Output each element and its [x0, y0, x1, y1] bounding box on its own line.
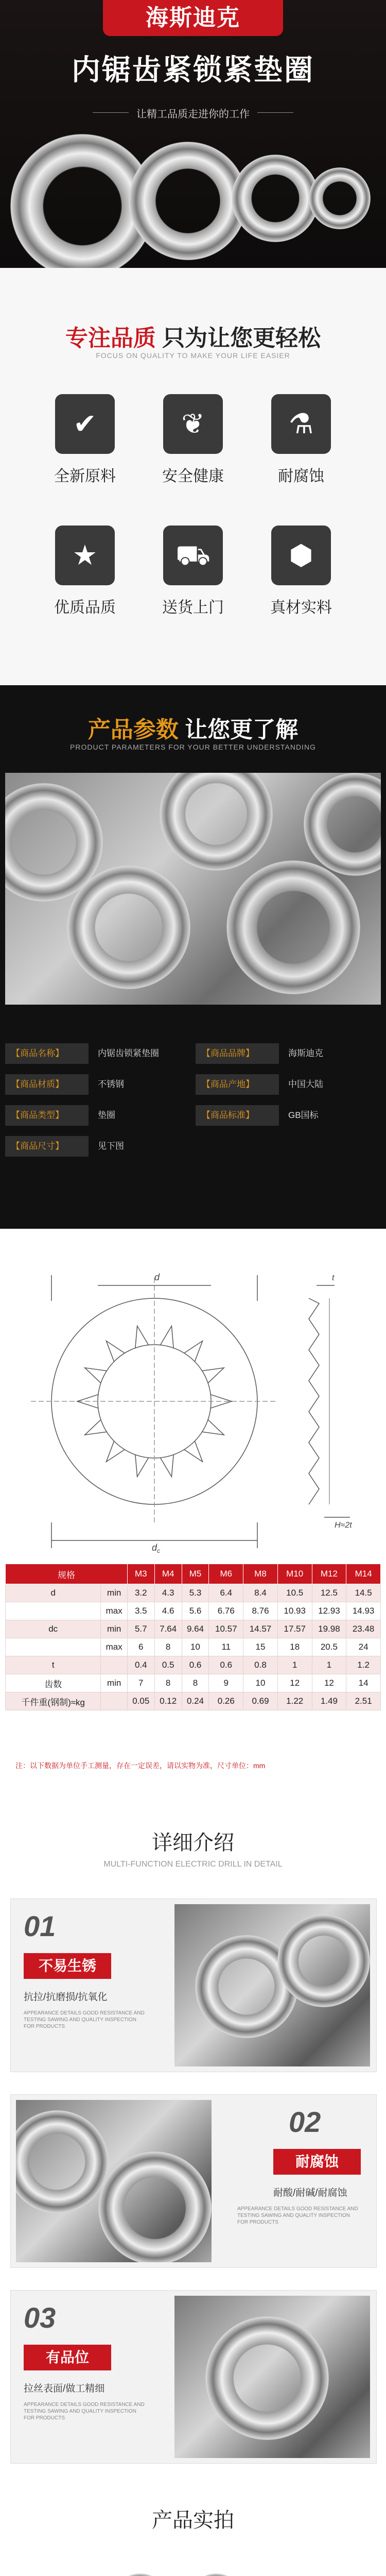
table-cell: 10.5: [277, 1584, 312, 1602]
detail-title-en: MULTI-FUNCTION ELECTRIC DRILL IN DETAIL: [103, 1860, 283, 1869]
table-header-row: [6, 1564, 381, 1584]
table-cell: 8.76: [243, 1602, 278, 1620]
table-header-cell: M4: [154, 1564, 182, 1584]
washer-image: [304, 773, 381, 876]
spec-value: 内锯齿锁紧垫圈: [98, 1048, 159, 1058]
features-heading-accent: 专注品质: [65, 326, 156, 351]
feature-item: [154, 394, 232, 486]
table-cell: min: [101, 1674, 127, 1692]
hero-subtitle: 让精工品质走进你的工作: [136, 109, 250, 120]
washer-image: [277, 1914, 370, 2007]
table-cell: 10.57: [209, 1620, 243, 1638]
detail-title: 详细介绍: [152, 1832, 234, 1854]
tooth-shape: [184, 1341, 203, 1362]
table-cell: 0.05: [127, 1692, 154, 1710]
table-cell: [101, 1656, 127, 1674]
table-cell: 6.76: [209, 1602, 243, 1620]
spec-value: GB国标: [288, 1110, 319, 1120]
table-cell: 1: [312, 1656, 346, 1674]
table-cell: 4.3: [154, 1584, 182, 1602]
label-h: H≈2t: [335, 1521, 352, 1530]
table-cell: 4.6: [154, 1602, 182, 1620]
size-table: [5, 1564, 381, 1710]
feature-label: 耐腐蚀: [278, 468, 324, 485]
spec-key: 【商品标准】: [196, 1105, 279, 1126]
detail-photo: [174, 1904, 370, 2066]
card-subtitle: 拉丝表面/做工精细: [24, 2383, 105, 2394]
table-cell: 19.98: [312, 1620, 346, 1638]
detail-section: [0, 1806, 386, 2491]
washer-image: [188, 2573, 244, 2576]
params-section: [0, 685, 386, 1229]
card-number: 02: [289, 2106, 321, 2138]
table-cell: [101, 1692, 127, 1710]
truck-icon: ⛟: [163, 526, 223, 585]
table-cell: 15: [243, 1638, 278, 1656]
washer-image: [67, 866, 190, 989]
spec-key: 【商品尺寸】: [5, 1136, 89, 1157]
washer-image: [232, 155, 319, 242]
table-cell: dc: [6, 1620, 101, 1638]
table-body: [6, 1584, 381, 1710]
table-cell: [6, 1602, 101, 1620]
feature-item: [46, 394, 124, 486]
divider-right: [257, 112, 293, 113]
table-cell: min: [101, 1620, 127, 1638]
params-heading-en: PRODUCT PARAMETERS FOR YOUR BETTER UNDERSTANDING: [70, 743, 316, 751]
table-cell: 0.12: [154, 1692, 182, 1710]
features-heading-en: FOCUS ON QUALITY TO MAKE YOUR LIFE EASIER: [96, 351, 290, 360]
feature-item: [46, 526, 124, 617]
table-cell: 0.5: [154, 1656, 182, 1674]
tooth-shape: [202, 1420, 224, 1435]
table-cell: 7: [127, 1674, 154, 1692]
washer-image: [205, 2316, 329, 2440]
card-small-text: APPEARANCE DETAILS GOOD RESISTANCE AND TESTING SAWING AND QUALITY INSPECTION FOR PRODUCTS: [237, 2206, 358, 2225]
table-cell: 0.6: [209, 1656, 243, 1674]
table-cell: 12: [277, 1674, 312, 1692]
card-small-text: APPEARANCE DETAILS GOOD RESISTANCE AND TESTING SAWING AND QUALITY INSPECTION FOR PRODUCTS: [24, 2010, 145, 2029]
table-cell: 6.4: [209, 1584, 243, 1602]
card-tag: 有品位: [24, 2345, 111, 2370]
table-cell: 0.24: [182, 1692, 209, 1710]
table-cell: 3.5: [127, 1602, 154, 1620]
tooth-shape: [106, 1341, 125, 1362]
table-row: [6, 1656, 381, 1674]
table-cell: 18: [277, 1638, 312, 1656]
table-cell: 14.5: [346, 1584, 381, 1602]
feature-label: 全新原料: [54, 468, 116, 485]
table-row: [6, 1584, 381, 1602]
table-cell: 1.22: [277, 1692, 312, 1710]
table-note: 注：以下数据为单位手工测量，存在一定误差，请以实物为准，尺寸单位：mm: [15, 1761, 266, 1770]
table-cell: 0.6: [182, 1656, 209, 1674]
table-header-cell: M12: [312, 1564, 346, 1584]
table-row: [6, 1692, 381, 1710]
table-cell: 14: [346, 1674, 381, 1692]
table-cell: max: [101, 1602, 127, 1620]
feature-label: 真材实料: [270, 599, 332, 616]
table-cell: max: [101, 1638, 127, 1656]
size-table-section: [0, 1564, 386, 1806]
spec-key: 【商品品牌】: [196, 1043, 279, 1064]
shield-check-icon: ✔: [55, 394, 115, 454]
params-heading-accent: 产品参数: [87, 717, 179, 742]
table-header-cell: M3: [127, 1564, 154, 1584]
features-heading-text: 只为让您更轻松: [162, 326, 321, 351]
card-number: 01: [24, 1910, 56, 1942]
tooth-shape: [106, 1441, 125, 1462]
spec-key: 【商品材质】: [5, 1074, 89, 1095]
spec-key: 【商品类型】: [5, 1105, 89, 1126]
label-t: t: [332, 1274, 335, 1282]
real-title: 产品实拍: [152, 2509, 234, 2532]
hero-title: 内锯齿紧锁紧垫圈: [72, 54, 314, 86]
product-photo: [5, 773, 381, 1005]
table-cell: 10: [182, 1638, 209, 1656]
card-tag: 耐腐蚀: [273, 2149, 361, 2175]
table-cell: 8: [182, 1674, 209, 1692]
tooth-shape: [202, 1368, 224, 1383]
table-cell: 千件重(钢制)≈kg: [6, 1692, 101, 1710]
detail-card: [10, 1899, 377, 2072]
table-cell: [6, 1638, 101, 1656]
table-header-cell: M8: [243, 1564, 278, 1584]
table-cell: 12: [312, 1674, 346, 1692]
table-cell: 2.51: [346, 1692, 381, 1710]
spec-value: 中国大陆: [288, 1079, 323, 1089]
table-cell: t: [6, 1656, 101, 1674]
washer-image: [129, 142, 247, 260]
washer-image: [16, 2110, 109, 2213]
table-cell: 1.2: [346, 1656, 381, 1674]
table-cell: 11: [209, 1638, 243, 1656]
tooth-shape: [135, 1455, 149, 1477]
spec-key: 【商品产地】: [196, 1074, 279, 1095]
card-subtitle: 耐酸/耐碱/耐腐蚀: [273, 2188, 347, 2198]
table-cell: 齿数: [6, 1674, 101, 1692]
tooth-shape: [85, 1420, 107, 1435]
tooth-shape: [135, 1326, 149, 1348]
tooth-shape: [85, 1368, 107, 1383]
table-cell: 10.93: [277, 1602, 312, 1620]
table-header-cell: M10: [277, 1564, 312, 1584]
table-cell: 0.4: [127, 1656, 154, 1674]
table-header-cell: M14: [346, 1564, 381, 1584]
washer-image: [160, 773, 273, 871]
table-cell: 5.3: [182, 1584, 209, 1602]
tooth-shape: [160, 1326, 173, 1348]
table-row: [6, 1602, 381, 1620]
table-cell: 0.69: [243, 1692, 278, 1710]
card-number: 03: [24, 2301, 56, 2334]
table-cell: 1.49: [312, 1692, 346, 1710]
washer-image: [309, 167, 371, 229]
table-cell: 12.93: [312, 1602, 346, 1620]
washer-image: [98, 2151, 212, 2262]
table-cell: 3.2: [127, 1584, 154, 1602]
tooth-shape: [160, 1455, 173, 1477]
table-cell: 5.6: [182, 1602, 209, 1620]
table-cell: 10: [243, 1674, 278, 1692]
table-cell: 20.5: [312, 1638, 346, 1656]
features-heading: [0, 319, 386, 352]
card-tag: 不易生锈: [24, 1953, 111, 1979]
spec-key: 【商品名称】: [5, 1043, 89, 1064]
table-cell: 7.64: [154, 1620, 182, 1638]
feature-label: 优质品质: [54, 599, 116, 616]
label-d: d: [154, 1272, 160, 1282]
washer-image: [111, 2573, 170, 2576]
spec-value: 不锈钢: [98, 1079, 124, 1089]
technical-drawing: [0, 1229, 386, 1564]
tooth-shape: [184, 1441, 203, 1462]
table-cell: 9: [209, 1674, 243, 1692]
detail-card: [10, 2094, 377, 2268]
detail-photo: [174, 2296, 370, 2458]
params-heading-text: 让您更了解: [185, 717, 299, 742]
leaf-icon: ❦: [163, 394, 223, 454]
table-cell: 12.5: [312, 1584, 346, 1602]
detail-card: [10, 2290, 377, 2464]
table-cell: 0.26: [209, 1692, 243, 1710]
detail-photo: [16, 2100, 212, 2262]
table-cell: 8: [154, 1674, 182, 1692]
table-cell: 17.57: [277, 1620, 312, 1638]
label-dc: $d_c$: [152, 1543, 161, 1554]
feature-label: 送货上门: [162, 599, 224, 616]
washer-drawing: [0, 1229, 386, 1564]
spec-value: 见下图: [98, 1141, 124, 1151]
table-cell: 14.93: [346, 1602, 381, 1620]
feature-item: [262, 394, 340, 486]
table-cell: min: [101, 1584, 127, 1602]
table-row: [6, 1638, 381, 1656]
table-cell: 24: [346, 1638, 381, 1656]
droplet-icon: ⚗: [271, 394, 331, 454]
card-subtitle: 抗拉/抗磨损/抗氧化: [24, 1992, 108, 2003]
spec-value: 垫圈: [98, 1110, 115, 1120]
feature-label: 安全健康: [162, 468, 224, 485]
table-cell: 8.4: [243, 1584, 278, 1602]
table-cell: 0.8: [243, 1656, 278, 1674]
table-cell: 14.57: [243, 1620, 278, 1638]
table-header-cell: 规格: [6, 1564, 128, 1584]
table-cell: 6: [127, 1638, 154, 1656]
table-cell: 23.48: [346, 1620, 381, 1638]
table-cell: 9.64: [182, 1620, 209, 1638]
feature-item: [154, 526, 232, 617]
table-cell: 8: [154, 1638, 182, 1656]
real-photo-section: [0, 2491, 386, 2576]
params-heading: [0, 711, 386, 744]
table-header-cell: M6: [209, 1564, 243, 1584]
table-cell: 5.7: [127, 1620, 154, 1638]
card-small-text: APPEARANCE DETAILS GOOD RESISTANCE AND TESTING SAWING AND QUALITY INSPECTION FOR PRODUCTS: [24, 2402, 145, 2421]
table-cell: d: [6, 1584, 101, 1602]
spec-value: 海斯迪克: [288, 1048, 323, 1058]
medal-icon: ★: [55, 526, 115, 585]
feature-item: [262, 526, 340, 617]
washer-image: [226, 860, 360, 994]
table-header-cell: M5: [182, 1564, 209, 1584]
hero-banner: [0, 0, 386, 268]
table-row: [6, 1620, 381, 1638]
table-cell: 1: [277, 1656, 312, 1674]
features-section: [0, 268, 386, 685]
table-row: [6, 1674, 381, 1692]
brand-logo: 海斯迪克: [103, 0, 283, 36]
material-icon: ⬢: [271, 526, 331, 585]
